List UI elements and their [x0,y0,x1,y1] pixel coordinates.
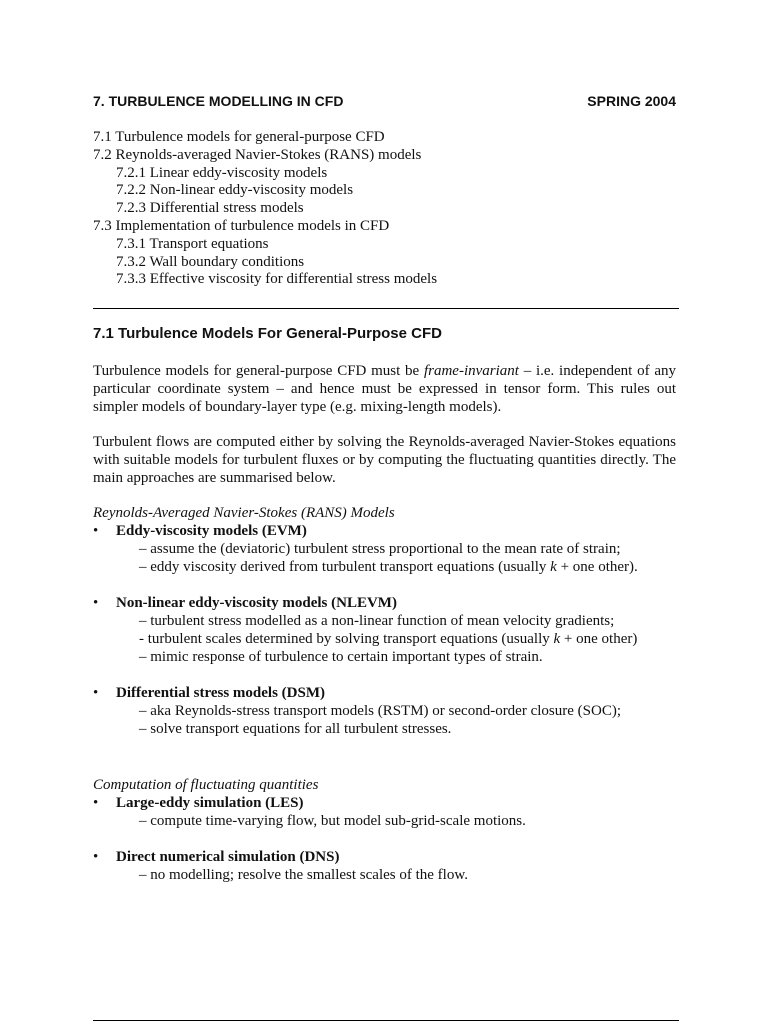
toc-subitem: 7.2.3 Differential stress models [116,200,304,217]
bullet-dns [93,848,683,866]
bullet-icon: • [93,849,99,865]
bullet-detail: – turbulent stress modelled as a non-linear function of mean velocity gradients; [139,613,615,629]
group-title: Reynolds-Averaged Navier-Stokes (RANS) Models [93,505,395,521]
bullet-title: Non-linear eddy-viscosity models (NLEVM) [116,595,397,611]
bullet-nlevm [93,594,683,612]
toc-subitem: 7.2.2 Non-linear eddy-viscosity models [116,182,354,199]
bullet-detail: - turbulent scales determined by solving transport equations (usually k + one other) [139,631,638,647]
term-label: SPRING 2004 [587,93,676,109]
toc-subitem: 7.3.1 Transport equations [116,235,269,252]
bullet-icon: • [93,795,99,811]
footer-divider [93,1020,679,1021]
bullet-title: Direct numerical simulation (DNS) [116,849,340,865]
section-heading: 7.1 Turbulence Models For General-Purpose CFD [93,325,442,342]
paragraph-approaches: Turbulent flows are computed either by solving the Reynolds-averaged Navier-Stokes equations with suitable models for turbulent fluxes or by computing the fluctuating quantities directly. The main approaches are summarised below. [93,434,676,486]
table-of-contents [93,129,683,289]
toc-subitem: 7.2.1 Linear eddy-viscosity models [116,164,328,181]
bullet-icon: • [93,523,99,539]
toc-subitem: 7.3.3 Effective viscosity for differential stress models [116,271,438,288]
group-title: Computation of fluctuating quantities [93,777,319,793]
bullet-detail: – solve transport equations for all turbulent stresses. [139,721,452,737]
bullet-detail: – compute time-varying flow, but model sub-grid-scale motions. [139,813,526,829]
bullet-detail: – mimic response of turbulence to certain important types of strain. [139,649,543,665]
bullet-evm [93,522,683,540]
bullet-title: Eddy-viscosity models (EVM) [116,523,307,539]
bullet-title: Differential stress models (DSM) [116,685,325,701]
bullet-detail: – aka Reynolds-stress transport models (RSTM) or second-order closure (SOC); [139,703,621,719]
chapter-title: 7. TURBULENCE MODELLING IN CFD [93,93,344,109]
paragraph-frame-invariance [93,362,676,416]
bullet-icon: • [93,685,99,701]
bullet-detail: – no modelling; resolve the smallest scales of the flow. [139,867,468,883]
toc-subitem: 7.3.2 Wall boundary conditions [116,253,305,270]
bullet-dsm [93,684,683,702]
paragraph-text: – i.e. independent of any particular coordinate system – and hence must be expressed in tensor form. This rules out simpler models of boundary-layer type (e.g. mixing-length models). [93,363,676,415]
bullet-detail: – eddy viscosity derived from turbulent transport equations (usually k + one other). [139,559,638,575]
toc-item: 7.1 Turbulence models for general-purpose CFD [93,129,385,145]
bullet-les [93,794,683,812]
paragraph-text: Turbulence models for general-purpose CFD must be [93,363,424,379]
bullet-title: Large-eddy simulation (LES) [116,795,304,811]
fluctuating-group [93,776,683,884]
page-header [93,93,676,113]
divider [93,308,679,309]
bullet-icon: • [93,595,99,611]
toc-item: 7.3 Implementation of turbulence models in CFD [93,217,390,234]
toc-item: 7.2 Reynolds-averaged Navier-Stokes (RANS) models [93,146,422,163]
bullet-detail: – assume the (deviatoric) turbulent stress proportional to the mean rate of strain; [139,541,621,557]
rans-group [93,504,683,738]
emphasis-text: frame-invariant [423,363,519,379]
